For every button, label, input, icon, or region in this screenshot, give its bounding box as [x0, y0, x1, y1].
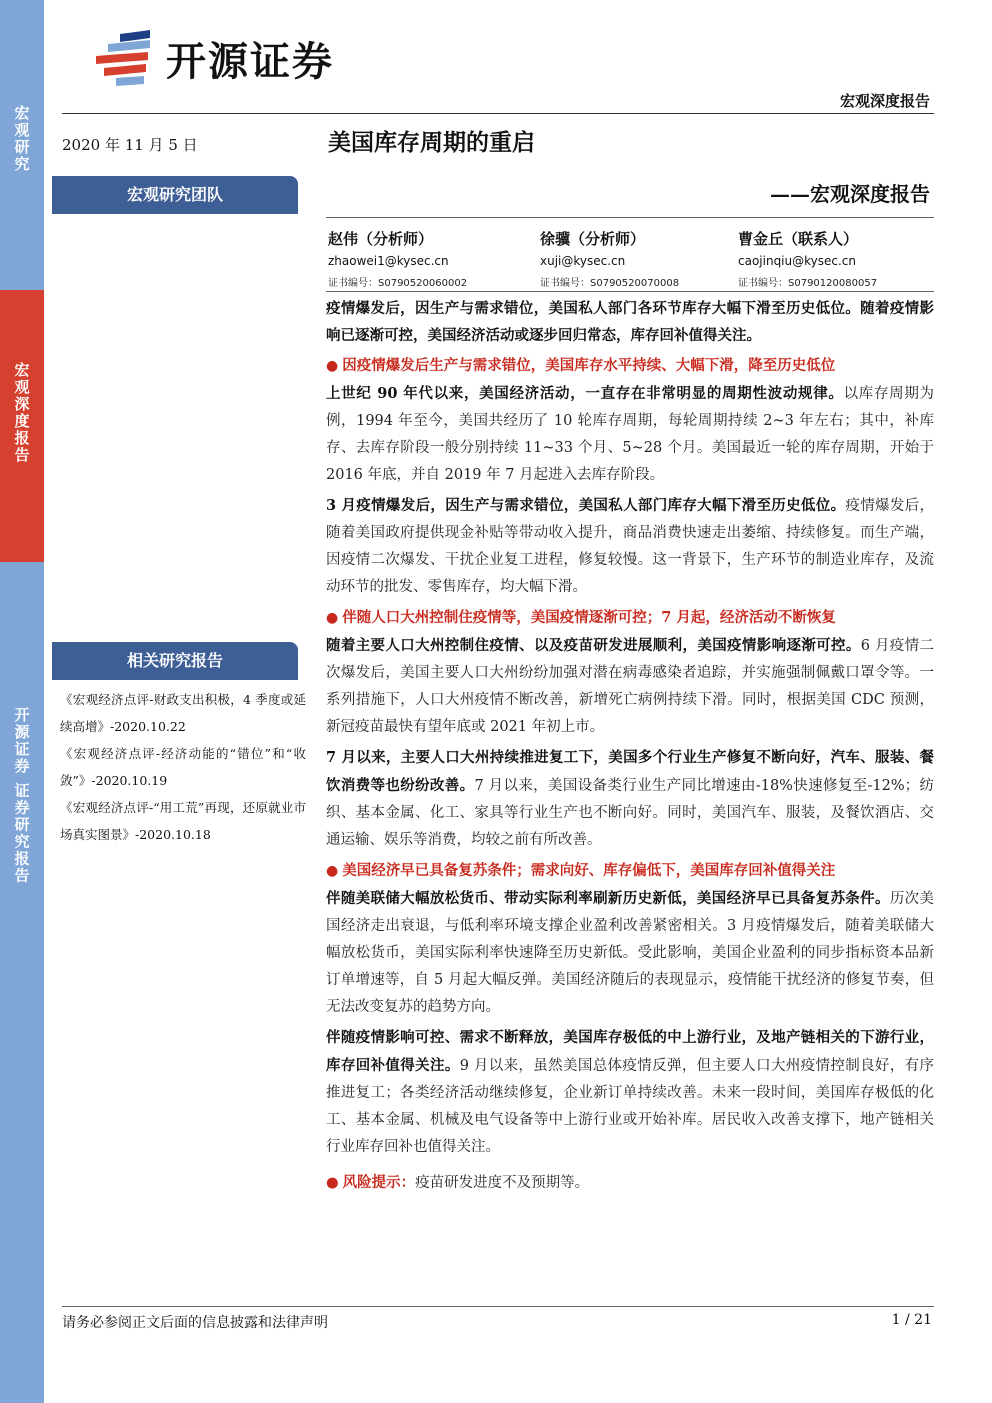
bullet-dot-icon: ●: [326, 358, 339, 374]
paragraph-text: 7 月以来，美国设备类行业生产同比增速由-18%快速修复至-12%；纺织、基本金属、化工、家具等行业生产也不断向好。同时，美国汽车、服装，及餐饮酒店、交通运输、娱乐等消费，均较之前有所改善。: [326, 778, 935, 848]
report-subtitle: ——宏观深度报告: [770, 182, 930, 206]
report-title: 美国库存周期的重启: [328, 129, 535, 156]
risk-label: 风险提示：: [342, 1174, 416, 1191]
bullet-dot-icon: ●: [326, 610, 339, 626]
paragraph-lead: 7 月以来，主要人口大州持续推进复工下，美国多个行业生产修复不断向好，汽车、服装、餐饮消费等也纷纷改善。: [326, 749, 934, 794]
paragraph-lead: 伴随疫情影响可控、需求不断释放，美国库存极低的中上游行业，及地产链相关的下游行业，库存回补值得关注。: [326, 1029, 934, 1074]
section-heading: [326, 857, 934, 885]
section-heading-text: 美国经济早已具备复苏条件；需求向好、库存偏低下，美国库存回补值得关注: [342, 862, 836, 879]
body-paragraph: [326, 1024, 934, 1161]
report-date: 2020 年 11 月 5 日: [62, 136, 198, 154]
risk-text: 疫苗研发进度不及预期等。: [415, 1175, 590, 1191]
author-email: xuji@kysec.cn: [540, 254, 626, 268]
strip-middle: [0, 290, 44, 562]
body-paragraph: [326, 632, 934, 741]
summary-paragraph: 疫情爆发后，因生产与需求错位，美国私人部门各环节库存大幅下滑至历史低位。随着疫情影响已逐渐可控，美国经济活动或逐步回归常态，库存回补值得关注。: [326, 300, 934, 344]
author-email: caojinqiu@kysec.cn: [738, 254, 856, 268]
paragraph-lead: 3 月疫情爆发后，因生产与需求错位，美国私人部门库存大幅下滑至历史低位。: [326, 497, 846, 514]
body-paragraph: [326, 492, 934, 601]
side-strip: [0, 0, 44, 1403]
related-reports-list: [60, 686, 306, 848]
author-card: [540, 228, 740, 289]
page-number: 1 / 21: [891, 1312, 932, 1328]
section-heading-text: 伴随人口大州控制住疫情等，美国疫情逐渐可控；7 月起，经济活动不断恢复: [342, 609, 836, 626]
body-paragraph: [326, 380, 934, 489]
strip-bottom-label: 开源证券 证券研究报告: [12, 707, 31, 885]
logo-text: 开源证券: [166, 39, 334, 85]
bullet-dot-icon: ●: [326, 863, 339, 879]
paragraph-lead: 伴随美联储大幅放松货币、带动实际利率刷新历史新低，美国经济早已具备复苏条件。: [326, 890, 890, 907]
author-top-divider: [326, 217, 934, 218]
risk-note: [326, 1169, 934, 1197]
author-name: 曹金丘（联系人）: [738, 230, 859, 248]
report-body: [326, 295, 934, 1197]
author-cert: 证书编号：S0790520060002: [328, 278, 468, 289]
related-report-item[interactable]: 《宏观经济点评-经济动能的“错位”和“收敛”》-2020.10.19: [60, 746, 306, 788]
author-card: [328, 228, 528, 289]
author-name: 徐骥（分析师）: [540, 230, 646, 248]
paragraph-text: 历次美国经济走出衰退，与低利率环境支撑企业盈利改善紧密相关。3 月疫情爆发后，随着美联储大幅放松货币，美国实际利率快速降至历史新低。受此影响，美国企业盈利的同步指标资本品新订单增速等，自 5 月起大幅反弹。美国经济随后的表现显示，疫情能干扰经济的修复节奏，但无法改变复苏的趋势方向。: [326, 891, 935, 1015]
related-report-item[interactable]: 《宏观经济点评-“用工荒”再现，还原就业市场真实图景》-2020.10.18: [60, 800, 306, 842]
section-heading-text: 因疫情爆发后生产与需求错位，美国库存水平持续、大幅下滑，降至历史低位: [342, 357, 836, 374]
paragraph-lead: 随着主要人口大州控制住疫情、以及疫苗研发进展顺利，美国疫情影响逐渐可控。: [326, 637, 861, 654]
bullet-dot-icon: ●: [326, 1175, 339, 1191]
paragraph-text: 6 月疫情二次爆发后，美国主要人口大州纷纷加强对潜在病毒感染者追踪，并实施强制佩戴口罩令等。一系列措施下，人口大州疫情不断改善，新增死亡病例持续下滑。同时，根据美国 CDC 预测，新冠疫苗最快有望年底或 2021 年初上市。: [326, 638, 935, 735]
strip-middle-label: 宏观深度报告: [12, 362, 31, 464]
paragraph-text: 以库存周期为例，1994 年至今，美国共经历了 10 轮库存周期，每轮周期持续 2~3 年左右；其中，补库存、去库存阶段一般分别持续 11~33 个月、5~28 个月。美国最近一轮的库存周期，开始于 2016 年底，并自 2019 年 7 月起进入去库存阶段。: [326, 386, 935, 483]
author-email: zhaowei1@kysec.cn: [328, 254, 449, 268]
related-reports-label-box: 相关研究报告: [52, 642, 298, 680]
logo-icon: [90, 30, 156, 86]
author-cert: 证书编号：S0790120080057: [738, 278, 878, 289]
section-heading: [326, 352, 934, 380]
strip-bottom: [0, 562, 44, 1403]
strip-top-label: 宏观研究: [12, 105, 31, 173]
footer-divider: [62, 1306, 934, 1307]
author-name: 赵伟（分析师）: [328, 230, 434, 248]
header-divider: [62, 113, 934, 114]
paragraph-text: 疫情爆发后，随着美国政府提供现金补贴等带动收入提升，商品消费快速走出萎缩、持续修复。而生产端，因疫情二次爆发、干扰企业复工进程，修复较慢。这一背景下，生产环节的制造业库存，及流动环节的批发、零售库存，均大幅下滑。: [326, 498, 934, 595]
author-card: [738, 228, 938, 289]
strip-top: [0, 0, 44, 290]
paragraph-text: 9 月以来，虽然美国总体疫情反弹，但主要人口大州疫情控制良好，有序推进复工；各类经济活动继续修复，企业新订单持续改善。未来一段时间，美国库存极低的化工、基本金属、机械及电气设备等中上游行业或开始补库。居民收入改善支撑下，地产链相关行业库存回补也值得关注。: [326, 1058, 934, 1155]
body-paragraph: [326, 885, 934, 1021]
footer-disclaimer: 请务必参阅正文后面的信息披露和法律声明: [62, 1315, 328, 1331]
team-label-box: 宏观研究团队: [52, 176, 298, 214]
body-paragraph: [326, 744, 934, 854]
header-report-type: 宏观深度报告: [839, 92, 930, 110]
author-cert: 证书编号：S0790520070008: [540, 278, 680, 289]
section-heading: [326, 604, 934, 632]
paragraph-lead: 上世纪 90 年代以来，美国经济活动，一直存在非常明显的周期性波动规律。: [326, 385, 844, 402]
author-bottom-divider: [326, 291, 934, 292]
related-report-item[interactable]: 《宏观经济点评-财政支出积极，4 季度或延续高增》-2020.10.22: [60, 692, 306, 734]
